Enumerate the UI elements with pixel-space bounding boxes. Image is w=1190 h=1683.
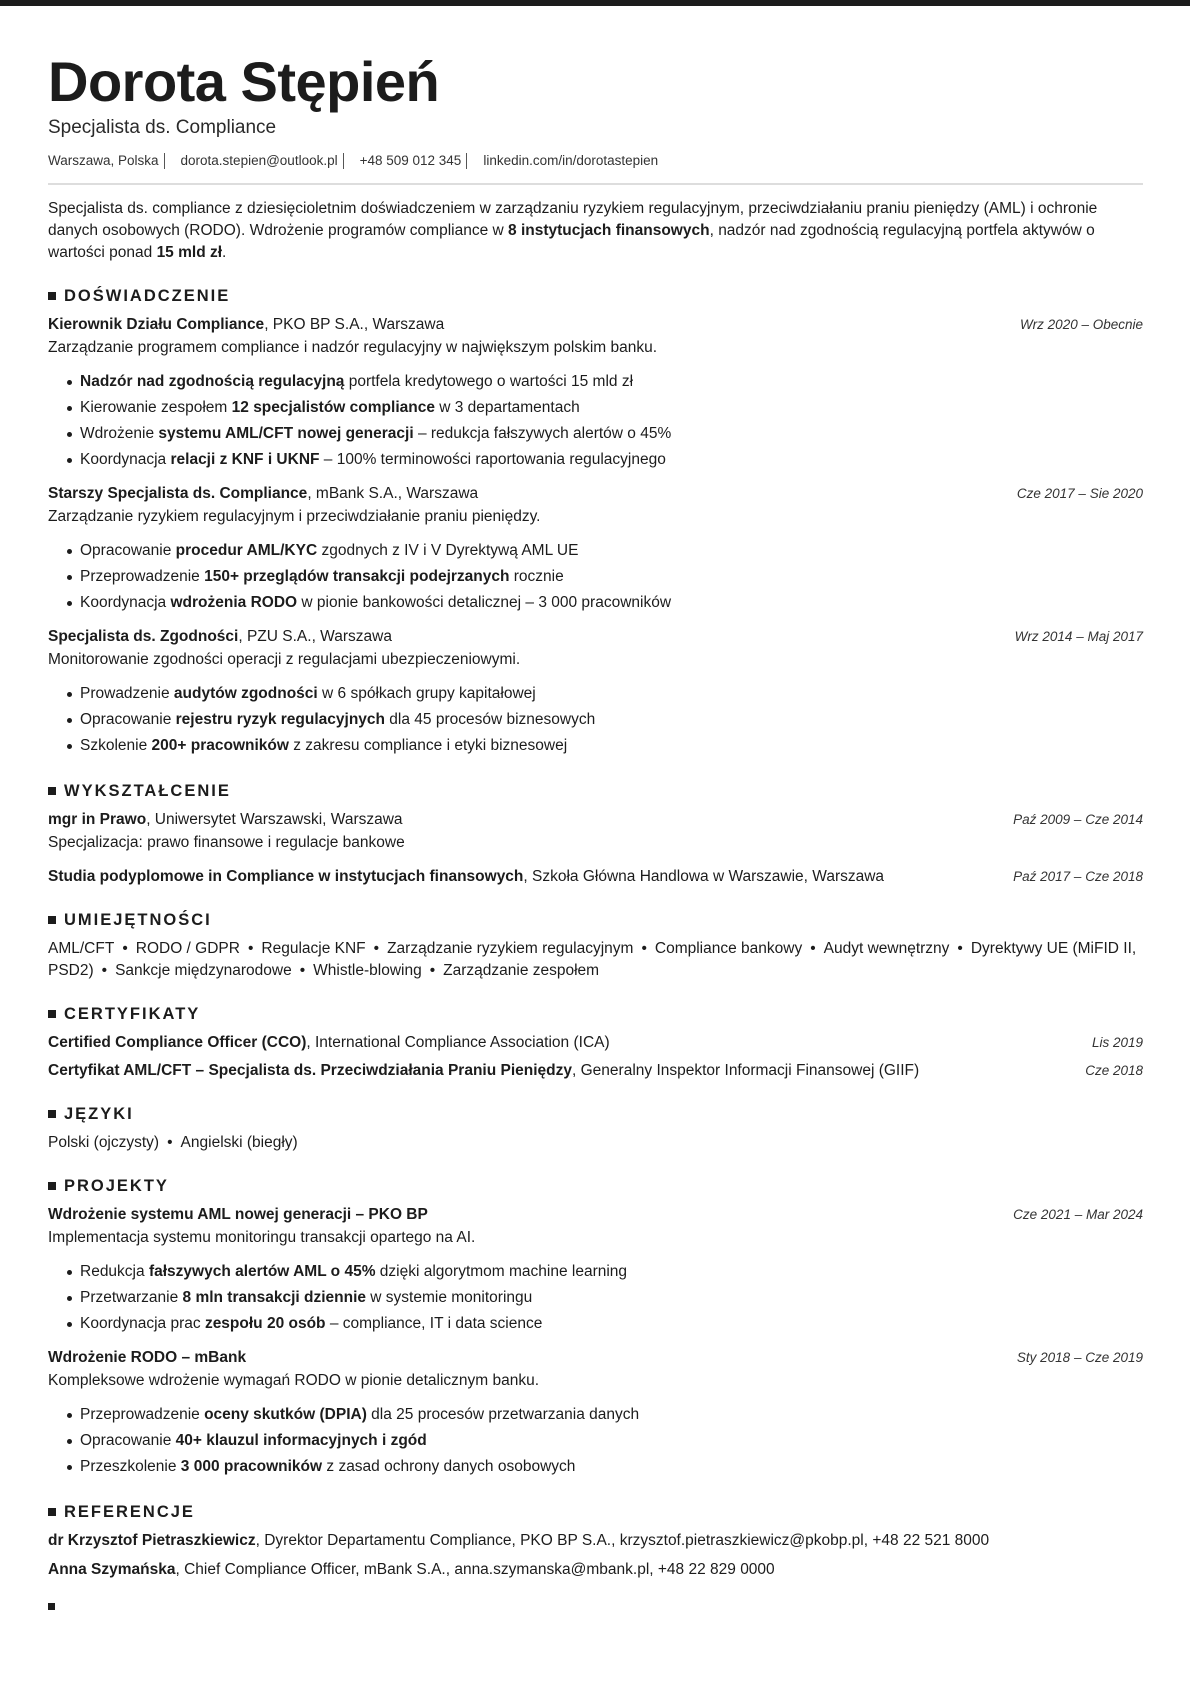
skills-list — [48, 938, 1143, 982]
top-accent-bar — [0, 0, 1190, 6]
school-name: , Uniwersytet Warszawski, Warszawa — [146, 811, 403, 828]
bold-text: 15 mld zł — [156, 244, 223, 261]
skill-separator: • — [957, 940, 963, 957]
bullet-list — [80, 538, 1143, 616]
entry-header — [48, 1204, 1143, 1226]
entry-header — [48, 1347, 1143, 1369]
entry-title — [48, 866, 884, 888]
job-organization: , PZU S.A., Warszawa — [238, 628, 392, 645]
text: rocznie — [509, 568, 564, 585]
text: Koordynacja — [80, 451, 171, 468]
text: zgodnych z IV i V Dyrektywą AML UE — [317, 542, 579, 559]
bullet-list — [80, 369, 1143, 473]
experience-entry — [48, 314, 1143, 473]
section-square-icon — [48, 1508, 56, 1516]
project-description: Kompleksowe wdrożenie wymagań RODO w pionie detalicznym banku. — [48, 1372, 540, 1389]
bullet-item — [80, 447, 1143, 473]
resume-page — [48, 50, 1143, 1610]
section-square-icon — [48, 916, 56, 924]
project-description: Implementacja systemu monitoringu transakcji opartego na AI. — [48, 1229, 476, 1246]
bold-text: rejestru ryzyk regulacyjnych — [175, 711, 385, 728]
resume-header — [48, 50, 1143, 185]
text: Opracowanie — [80, 711, 176, 728]
section-title-text: DOŚWIADCZENIE — [64, 287, 231, 305]
text: Przetwarzanie — [80, 1289, 183, 1306]
certificate-issuer: , Generalny Inspektor Informacji Finansowej (GIIF) — [572, 1062, 920, 1079]
text: w systemie monitoringu — [366, 1289, 533, 1306]
section-square-icon — [48, 1010, 56, 1018]
contact-email[interactable]: dorota.stepien@outlook.pl — [180, 153, 338, 168]
bullet-item — [80, 395, 1143, 421]
education-entry — [48, 866, 1143, 888]
text: . — [222, 244, 227, 261]
bold-text: 40+ klauzul informacyjnych i zgód — [175, 1432, 427, 1449]
bullet-item — [80, 538, 1143, 564]
text: portfela kredytowego o wartości 15 mld zł — [344, 373, 634, 390]
section-title-text: WYKSZTAŁCENIE — [64, 782, 231, 800]
certificate-name: Certified Compliance Officer (CCO) — [48, 1034, 307, 1051]
text: Opracowanie — [80, 1432, 176, 1449]
references-list — [48, 1530, 1143, 1581]
text: – compliance, IT i data science — [325, 1315, 543, 1332]
text: Specjalista ds. compliance z dziesięcioletnim doświadczeniem w zarządzaniu ryzykiem regulacyjnym, przeciwdziałaniu praniu pieniędzy (AML) i ochronie danych osobowych (RODO). Wdrożenie programów compliance w — [48, 200, 1098, 239]
entry-title — [48, 483, 478, 505]
entry-date: Lis 2019 — [1091, 1035, 1143, 1050]
entry-header — [48, 866, 1143, 888]
reference-details: , Dyrektor Departamentu Compliance, PKO BP S.A., krzysztof.pietraszkiewicz@pkobp.pl, +48 22 521 8000 — [255, 1532, 990, 1549]
skills-section — [48, 910, 1143, 982]
entry-header — [48, 483, 1143, 505]
skill-separator: • — [373, 940, 380, 957]
skill-item: Zarządzanie zespołem — [443, 962, 600, 979]
entry-date: Cze 2018 — [1085, 1063, 1143, 1078]
skill-item: AML/CFT — [48, 940, 115, 957]
experience-list — [48, 314, 1143, 759]
bold-text: Nadzór nad zgodnością regulacyjną — [80, 373, 345, 390]
bold-text: 200+ pracowników — [151, 737, 289, 754]
header-divider — [48, 183, 1143, 185]
bullet-item — [80, 1402, 1143, 1428]
skill-separator: • — [299, 962, 306, 979]
entry-header — [48, 1060, 1143, 1082]
language-item: Angielski (biegły) — [180, 1134, 298, 1151]
bold-text: wdrożenia RODO — [170, 594, 298, 611]
skill-separator: • — [247, 940, 254, 957]
languages-heading — [48, 1104, 1143, 1124]
job-role: Specjalista ds. Zgodności — [48, 628, 239, 645]
reference-entry — [48, 1559, 1143, 1581]
education-description: Specjalizacja: prawo finansowe i regulacje bankowe — [48, 834, 405, 851]
skill-separator: • — [810, 940, 816, 957]
bold-text: procedur AML/KYC — [175, 542, 318, 559]
languages-list — [48, 1132, 1143, 1154]
experience-heading — [48, 286, 1143, 306]
language-item: Polski (ojczysty) — [48, 1134, 160, 1151]
text: Kierowanie zespołem — [80, 399, 232, 416]
bullet-item — [80, 1428, 1143, 1454]
entry-title — [48, 1060, 919, 1082]
bold-text: 12 specjalistów compliance — [231, 399, 435, 416]
text: Przeprowadzenie — [80, 1406, 205, 1423]
text: Prowadzenie — [80, 685, 174, 702]
text: – redukcja fałszywych alertów o 45% — [413, 425, 672, 442]
bullet-list — [80, 1402, 1143, 1480]
reference-details: , Chief Compliance Officer, mBank S.A., anna.szymanska@mbank.pl, +48 22 829 0000 — [175, 1561, 775, 1578]
text: z zasad ochrony danych osobowych — [322, 1458, 576, 1475]
bold-text: systemu AML/CFT nowej generacji — [158, 425, 414, 442]
bullet-item — [80, 1285, 1143, 1311]
entry-date: Cze 2017 – Sie 2020 — [1016, 486, 1143, 501]
bullet-list — [80, 1259, 1143, 1337]
text: w 6 spółkach grupy kapitałowej — [317, 685, 536, 702]
entry-date: Paź 2017 – Cze 2018 — [1013, 869, 1143, 884]
bold-text: fałszywych alertów AML o 45% — [148, 1263, 376, 1280]
skill-separator: • — [101, 962, 108, 979]
professional-summary — [48, 198, 1143, 264]
skill-item: Compliance bankowy — [654, 940, 803, 957]
contact-separator — [466, 153, 467, 169]
text: dla 45 procesów biznesowych — [385, 711, 596, 728]
skill-separator: • — [641, 940, 647, 957]
section-title-text: CERTYFIKATY — [64, 1005, 201, 1023]
entry-date: Sty 2018 – Cze 2019 — [1016, 1350, 1143, 1365]
references-section — [48, 1502, 1143, 1581]
bullet-item — [80, 590, 1143, 616]
bold-text: zespołu 20 osób — [204, 1315, 326, 1332]
text: Koordynacja prac — [80, 1315, 205, 1332]
section-square-icon — [48, 1182, 56, 1190]
education-section — [48, 781, 1143, 888]
bold-text: audytów zgodności — [173, 685, 318, 702]
bold-text: 8 instytucjach finansowych — [508, 222, 710, 239]
certificate-entry — [48, 1032, 1143, 1054]
skill-item: Dyrektywy UE (MiFID II, PSD2) — [48, 940, 1137, 979]
end-square-icon — [48, 1603, 55, 1610]
experience-entry — [48, 626, 1143, 759]
project-name: Wdrożenie systemu AML nowej generacji – PKO BP — [48, 1206, 428, 1223]
reference-name: Anna Szymańska — [48, 1561, 176, 1578]
bold-text: 150+ przeglądów transakcji podejrzanych — [204, 568, 510, 585]
text: , nadzór nad zgodnością regulacyjną portfela aktywów o wartości ponad — [48, 222, 1095, 261]
school-name: , Szkoła Główna Handlowa w Warszawie, Warszawa — [523, 868, 885, 885]
entry-date: Wrz 2014 – Maj 2017 — [1014, 629, 1143, 644]
text: Przeprowadzenie — [80, 568, 205, 585]
text: Redukcja — [80, 1263, 149, 1280]
text: Przeszkolenie — [80, 1458, 181, 1475]
bullet-list — [80, 681, 1143, 759]
bullet-item — [80, 733, 1143, 759]
section-title-text: PROJEKTY — [64, 1177, 169, 1195]
certificates-list — [48, 1032, 1143, 1082]
education-list — [48, 809, 1143, 888]
skill-item: Regulacje KNF — [261, 940, 366, 957]
bullet-item — [80, 681, 1143, 707]
contact-linkedin[interactable]: linkedin.com/in/dorotastepien — [483, 153, 659, 168]
certificate-entry — [48, 1060, 1143, 1082]
entry-title — [48, 1347, 246, 1369]
contact-phone[interactable]: +48 509 012 345 — [359, 153, 462, 168]
text: dla 25 procesów przetwarzania danych — [366, 1406, 640, 1423]
bold-text: 8 mln transakcji dziennie — [182, 1289, 366, 1306]
references-heading — [48, 1502, 1143, 1522]
section-title-text: REFERENCJE — [64, 1503, 195, 1521]
text: dzięki algorytmom machine learning — [375, 1263, 628, 1280]
education-entry — [48, 809, 1143, 854]
entry-header — [48, 314, 1143, 336]
job-organization: , mBank S.A., Warszawa — [307, 485, 479, 502]
bold-text: oceny skutków (DPIA) — [204, 1406, 367, 1423]
entry-title — [48, 809, 403, 831]
entry-header — [48, 1032, 1143, 1054]
section-title-text: JĘZYKI — [64, 1105, 134, 1123]
bullet-item — [80, 421, 1143, 447]
bullet-item — [80, 1454, 1143, 1480]
experience-section — [48, 286, 1143, 759]
contact-line — [48, 152, 1143, 170]
contact-separator — [343, 153, 344, 169]
entry-title — [48, 1204, 428, 1226]
entry-date: Paź 2009 – Cze 2014 — [1013, 812, 1143, 827]
project-entry — [48, 1204, 1143, 1337]
reference-name: dr Krzysztof Pietraszkiewicz — [48, 1532, 256, 1549]
section-square-icon — [48, 1110, 56, 1118]
text: w 3 departamentach — [434, 399, 580, 416]
entry-title — [48, 1032, 610, 1054]
job-description: Zarządzanie ryzykiem regulacyjnym i przeciwdziałanie praniu pieniędzy. — [48, 508, 541, 525]
reference-entry — [48, 1530, 1143, 1552]
experience-entry — [48, 483, 1143, 616]
project-entry — [48, 1347, 1143, 1480]
skill-separator: • — [122, 940, 128, 957]
degree-name: Studia podyplomowe in Compliance w instytucjach finansowych — [48, 868, 524, 885]
entry-header — [48, 626, 1143, 648]
section-title-text: UMIEJĘTNOŚCI — [64, 911, 212, 929]
text: – 100% terminowości raportowania regulacyjnego — [319, 451, 666, 468]
certificate-name: Certyfikat AML/CFT – Specjalista ds. Przeciwdziałania Praniu Pieniędzy — [48, 1062, 573, 1079]
job-organization: , PKO BP S.A., Warszawa — [264, 316, 445, 333]
skill-item: Zarządzanie ryzykiem regulacyjnym — [387, 940, 634, 957]
section-square-icon — [48, 292, 56, 300]
candidate-headline: Specjalista ds. Compliance — [48, 117, 277, 138]
job-description: Monitorowanie zgodności operacji z regulacjami ubezpieczeniowymi. — [48, 651, 521, 668]
certificate-issuer: , International Compliance Association (ICA) — [306, 1034, 610, 1051]
skill-item: Whistle-blowing — [313, 962, 422, 979]
skill-item: Audyt wewnętrzny — [823, 940, 950, 957]
skill-item: RODO / GDPR — [135, 940, 240, 957]
candidate-name: Dorota Stępień — [48, 50, 440, 113]
education-heading — [48, 781, 1143, 801]
text: Szkolenie — [80, 737, 152, 754]
entry-title — [48, 314, 444, 336]
contact-location: Warszawa, Polska — [48, 153, 159, 168]
certificates-heading — [48, 1004, 1143, 1024]
bullet-item — [80, 707, 1143, 733]
entry-date: Cze 2021 – Mar 2024 — [1013, 1207, 1143, 1222]
project-name: Wdrożenie RODO – mBank — [48, 1349, 247, 1366]
section-square-icon — [48, 787, 56, 795]
entry-header — [48, 809, 1143, 831]
bullet-item — [80, 1311, 1143, 1337]
text: Opracowanie — [80, 542, 176, 559]
contact-separator — [164, 153, 165, 169]
bullet-item — [80, 564, 1143, 590]
certificates-section — [48, 1004, 1143, 1082]
projects-section — [48, 1176, 1143, 1480]
skill-item: Sankcje międzynarodowe — [115, 962, 292, 979]
language-separator: • — [167, 1134, 173, 1151]
projects-list — [48, 1204, 1143, 1480]
text: z zakresu compliance i etyki biznesowej — [288, 737, 568, 754]
job-description: Zarządzanie programem compliance i nadzór regulacyjny w największym polskim banku. — [48, 339, 658, 356]
skills-heading — [48, 910, 1143, 930]
text: w pionie bankowości detalicznej – 3 000 pracowników — [297, 594, 672, 611]
entry-title — [48, 626, 392, 648]
bold-text: 3 000 pracowników — [180, 1458, 323, 1475]
job-role: Starszy Specjalista ds. Compliance — [48, 485, 308, 502]
bullet-item — [80, 369, 1143, 395]
job-role: Kierownik Działu Compliance — [48, 316, 265, 333]
entry-date: Wrz 2020 – Obecnie — [1019, 317, 1143, 332]
skill-separator: • — [429, 962, 436, 979]
bullet-item — [80, 1259, 1143, 1285]
languages-section — [48, 1104, 1143, 1154]
projects-heading — [48, 1176, 1143, 1196]
bold-text: relacji z KNF i UKNF — [170, 451, 320, 468]
text: Wdrożenie — [80, 425, 159, 442]
text: Koordynacja — [80, 594, 171, 611]
degree-name: mgr in Prawo — [48, 811, 147, 828]
